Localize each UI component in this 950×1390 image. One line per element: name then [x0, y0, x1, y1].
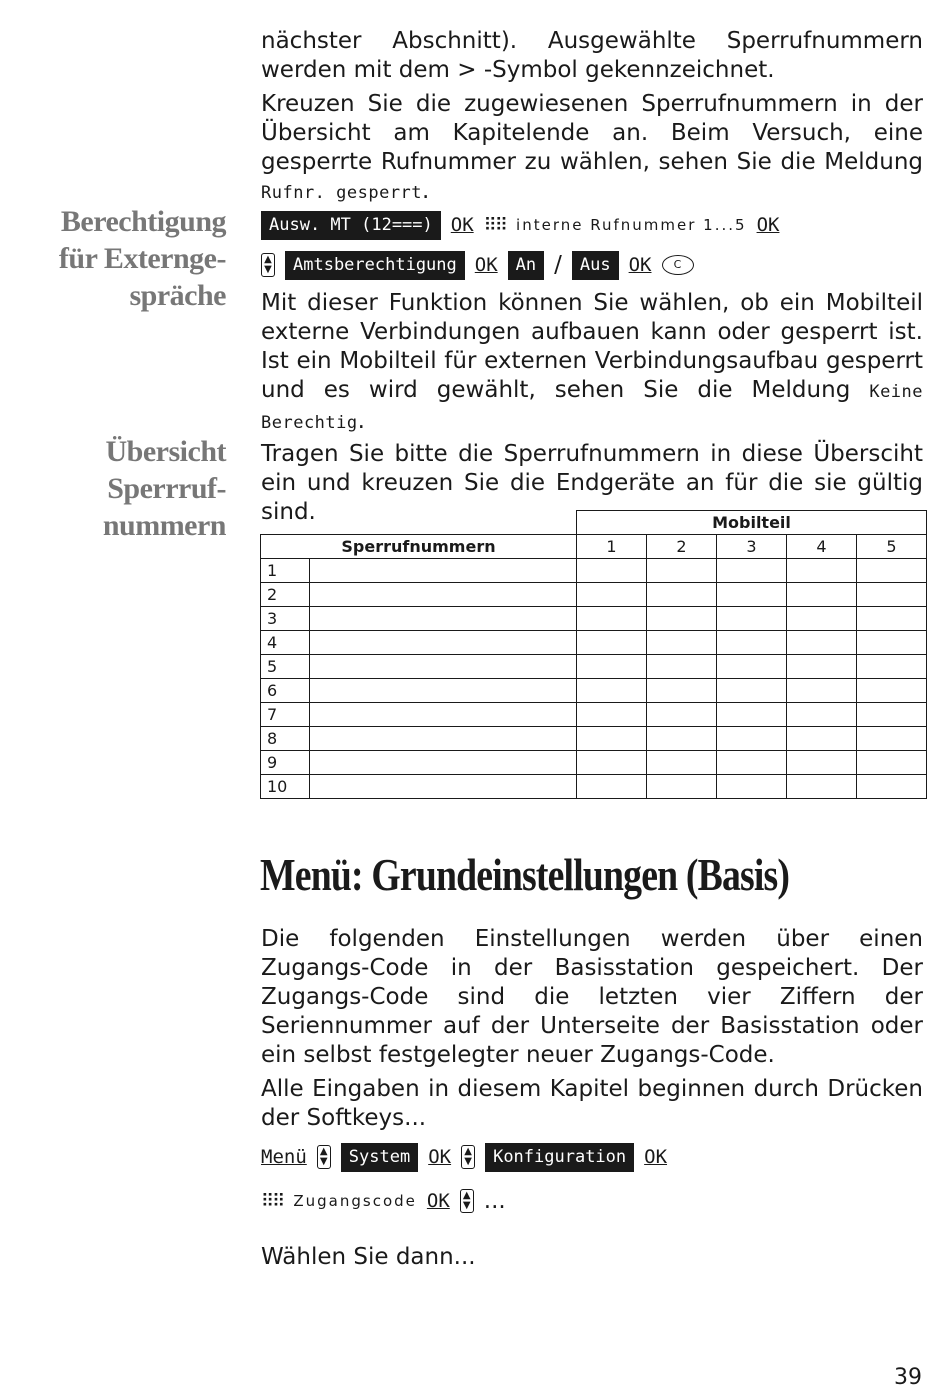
- handset-checkbox-cell: [787, 775, 857, 799]
- keypad-entry-label: Zugangscode: [293, 1191, 417, 1210]
- display-amtsberechtigung: Amtsberechtigung: [285, 251, 465, 280]
- handset-checkbox-cell: [857, 775, 927, 799]
- handset-header: 5: [857, 535, 927, 559]
- key-sequence-1: [261, 205, 923, 245]
- handset-checkbox-cell: [717, 583, 787, 607]
- section2-text: Tragen Sie bitte die Sperrufnummern in diese Übersciht ein und kreuzen Sie die Endgeräte an für die sie gültig sind.: [261, 441, 923, 525]
- table-row: [261, 655, 927, 679]
- section1-body: [261, 289, 923, 438]
- handset-checkbox-cell: [577, 607, 647, 631]
- handset-checkbox-cell: [577, 679, 647, 703]
- handset-checkbox-cell: [857, 607, 927, 631]
- page-number: 39: [894, 1365, 922, 1390]
- display-system: System: [341, 1143, 418, 1172]
- ok-softkey: OK: [426, 1189, 450, 1212]
- side-title-line: Berechtigung: [60, 205, 226, 238]
- ok-softkey: OK: [450, 213, 474, 236]
- intro-paragraph-2: [261, 90, 923, 208]
- table-header-row: [261, 535, 927, 559]
- handset-checkbox-cell: [857, 727, 927, 751]
- number-cell: [310, 751, 577, 775]
- blocked-numbers-table: [260, 510, 927, 799]
- handset-header: 3: [717, 535, 787, 559]
- menu-softkey: Menü: [261, 1145, 307, 1168]
- number-cell: [310, 607, 577, 631]
- side-title-uebersicht: [26, 433, 226, 544]
- number-cell: [310, 703, 577, 727]
- handset-checkbox-cell: [787, 607, 857, 631]
- table-row: [261, 583, 927, 607]
- keypad-entry-label: interne Rufnummer 1...5: [516, 215, 747, 234]
- handset-checkbox-cell: [787, 703, 857, 727]
- lcd-message-keine-berechtig: Keine Berechtig: [261, 382, 924, 433]
- handset-checkbox-cell: [717, 631, 787, 655]
- table-row: [261, 607, 927, 631]
- handset-checkbox-cell: [647, 727, 717, 751]
- ok-softkey: OK: [628, 253, 652, 276]
- key-sequence-2: [261, 245, 923, 285]
- side-title-line: nummern: [102, 509, 226, 542]
- display-ausw-mt: Ausw. MT (12===): [261, 211, 441, 240]
- table-row: [261, 727, 927, 751]
- number-cell: [310, 775, 577, 799]
- handset-checkbox-cell: [717, 607, 787, 631]
- number-cell: [310, 631, 577, 655]
- display-aus: Aus: [572, 251, 619, 280]
- table-row: [261, 631, 927, 655]
- intro-paragraph-1: nächster Abschnitt). Ausgewählte Sperrufnummern werden mit dem > -Symbol gekennzeichnet.: [261, 28, 923, 83]
- side-title-berechtigung: [26, 203, 226, 314]
- intro-paragraph-2-text: Kreuzen Sie die zugewiesenen Sperrufnummern in der Übersicht am Kapitelende an. Beim Versuch, eine gesperrte Rufnummer zu wählen, sehen Sie die Meldung: [261, 91, 923, 175]
- handset-checkbox-cell: [647, 679, 717, 703]
- handset-checkbox-cell: [857, 703, 927, 727]
- menu-closing-text: Wählen Sie dann...: [261, 1244, 476, 1270]
- handset-checkbox-cell: [787, 559, 857, 583]
- number-cell: [310, 583, 577, 607]
- handset-checkbox-cell: [857, 751, 927, 775]
- handset-checkbox-cell: [577, 655, 647, 679]
- ok-softkey: OK: [428, 1145, 452, 1168]
- row-number: 9: [261, 751, 310, 775]
- number-cell: [310, 655, 577, 679]
- display-konfiguration: Konfiguration: [485, 1143, 634, 1172]
- ok-softkey: OK: [644, 1145, 668, 1168]
- number-cell: [310, 559, 577, 583]
- handset-checkbox-cell: [857, 631, 927, 655]
- lcd-message-rufnr-gesperrt: Rufnr. gesperrt: [261, 183, 423, 203]
- table-row: [261, 559, 927, 583]
- section1-sequences: [261, 205, 923, 438]
- handset-header: 1: [577, 535, 647, 559]
- table-row: [261, 751, 927, 775]
- table-row: [261, 775, 927, 799]
- row-number: 8: [261, 727, 310, 751]
- menu-paragraph-1: Die folgenden Einstellungen werden über einen Zugangs-Code in der Basisstation gespeichert. Der Zugangs-Code sind die letzten vier Ziffern der Seriennummer auf der Unterseite der Basisstation oder ein selbst festgelegter neuer Zugangs-Code.: [261, 926, 923, 1068]
- keypad-icon: ⠿⠿: [483, 214, 507, 236]
- side-title-line: Sperrruf-: [107, 472, 226, 505]
- side-title-line: Übersicht: [105, 435, 226, 468]
- side-title-line: spräche: [129, 279, 226, 312]
- handset-checkbox-cell: [857, 655, 927, 679]
- row-number: 1: [261, 559, 310, 583]
- handset-checkbox-cell: [577, 559, 647, 583]
- handset-checkbox-cell: [577, 631, 647, 655]
- handset-checkbox-cell: [647, 631, 717, 655]
- number-cell: [310, 679, 577, 703]
- row-number: 10: [261, 775, 310, 799]
- up-down-arrow-icon: ▲ ▼: [461, 1145, 475, 1169]
- handset-checkbox-cell: [577, 727, 647, 751]
- number-cell: [310, 727, 577, 751]
- menu-block: [261, 925, 923, 1272]
- handset-checkbox-cell: [647, 655, 717, 679]
- intro-block: [261, 27, 923, 208]
- display-an: An: [508, 251, 544, 280]
- mobilteil-header: Mobilteil: [577, 511, 927, 535]
- handset-checkbox-cell: [717, 559, 787, 583]
- menu-key-sequence-2: [261, 1181, 923, 1221]
- handset-checkbox-cell: [647, 751, 717, 775]
- table-row: [261, 679, 927, 703]
- handset-checkbox-cell: [717, 703, 787, 727]
- ok-softkey: OK: [756, 213, 780, 236]
- menu-heading: Menü: Grundeinstellungen (Basis): [260, 849, 790, 900]
- up-down-arrow-icon: ▲ ▼: [460, 1189, 474, 1213]
- row-number: 7: [261, 703, 310, 727]
- row-number: 3: [261, 607, 310, 631]
- up-down-arrow-icon: ▲ ▼: [317, 1145, 331, 1169]
- handset-checkbox-cell: [857, 679, 927, 703]
- handset-checkbox-cell: [647, 583, 717, 607]
- blocked-numbers-table-wrapper: [260, 510, 927, 799]
- side-title-line: für Externge-: [58, 242, 226, 275]
- handset-checkbox-cell: [787, 679, 857, 703]
- up-down-arrow-icon: ▲ ▼: [261, 253, 275, 277]
- table-empty-corner: [261, 511, 577, 535]
- table-row: [261, 703, 927, 727]
- handset-checkbox-cell: [787, 583, 857, 607]
- handset-checkbox-cell: [787, 727, 857, 751]
- handset-checkbox-cell: [577, 775, 647, 799]
- row-number: 5: [261, 655, 310, 679]
- row-number: 6: [261, 679, 310, 703]
- menu-key-sequence-1: [261, 1137, 923, 1177]
- handset-header: 4: [787, 535, 857, 559]
- c-key-icon: C: [662, 255, 694, 275]
- handset-checkbox-cell: [787, 655, 857, 679]
- handset-checkbox-cell: [647, 559, 717, 583]
- handset-checkbox-cell: [717, 751, 787, 775]
- handset-checkbox-cell: [717, 655, 787, 679]
- handset-checkbox-cell: [577, 703, 647, 727]
- handset-checkbox-cell: [787, 631, 857, 655]
- handset-checkbox-cell: [647, 607, 717, 631]
- handset-checkbox-cell: [717, 727, 787, 751]
- ellipsis: ...: [483, 1187, 506, 1214]
- section1-body-text: Mit dieser Funktion können Sie wählen, ob ein Mobilteil externe Verbindungen aufbauen kann oder gesperrt ist. Ist ein Mobilteil für externen Verbindungsaufbau gesperrt und es wird gewählt, sehen Sie die Meldung: [261, 290, 923, 403]
- row-number: 2: [261, 583, 310, 607]
- handset-checkbox-cell: [857, 559, 927, 583]
- slash-separator: /: [554, 251, 562, 278]
- handset-checkbox-cell: [577, 751, 647, 775]
- section1-body-end: .: [357, 408, 365, 434]
- handset-checkbox-cell: [647, 775, 717, 799]
- keypad-icon: ⠿⠿: [261, 1190, 284, 1212]
- handset-checkbox-cell: [717, 775, 787, 799]
- handset-checkbox-cell: [717, 679, 787, 703]
- table-body: [261, 559, 927, 799]
- handset-header: 2: [647, 535, 717, 559]
- handset-checkbox-cell: [647, 703, 717, 727]
- handset-checkbox-cell: [577, 583, 647, 607]
- menu-paragraph-2: Alle Eingaben in diesem Kapitel beginnen durch Drücken der Softkeys...: [261, 1076, 923, 1131]
- intro-paragraph-2-end: .: [422, 178, 430, 204]
- row-number: 4: [261, 631, 310, 655]
- table-group-header-row: [261, 511, 927, 535]
- handset-checkbox-cell: [787, 751, 857, 775]
- ok-softkey: OK: [474, 253, 498, 276]
- handset-checkbox-cell: [857, 583, 927, 607]
- sperrufnummern-header: Sperrufnummern: [261, 535, 577, 559]
